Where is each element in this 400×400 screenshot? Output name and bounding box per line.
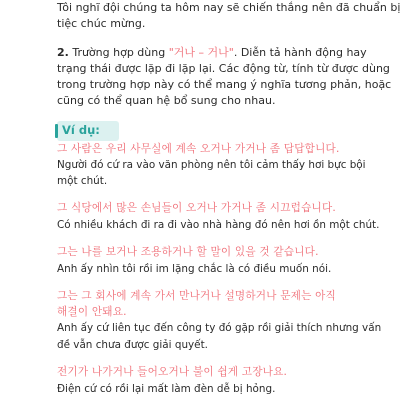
- example-5-translation-line-1: Điện cứ có rồi lại mất làm đèn dễ bị hỏng.: [57, 383, 276, 395]
- intro-line-1: Tôi nghĩ đội chúng ta hôm nay sẽ chiến thắng nên đã chuẩn bị: [57, 1, 400, 14]
- section-number: 2.: [57, 46, 69, 59]
- example-2-korean: 그 식당에서 많은 손님들이 오거나 가거나 좀 시끄럽습니다.: [57, 202, 336, 214]
- examples-label: Ví dụ:: [62, 123, 100, 137]
- example-1-translation-line-1: Người đó cứ ra vào văn phòng nên tôi cảm thấy hơi bực bội: [57, 159, 366, 171]
- section-prefix: Trường hợp dùng: [68, 46, 169, 59]
- example-1-korean: 그 사람은 우리 사무실에 계속 오거나 가거나 좀 답답합니다.: [57, 143, 340, 155]
- example-1-translation-line-2: một chút.: [57, 175, 108, 187]
- section-line-1-rest: . Diễn tả hành động hay: [233, 46, 367, 59]
- intro-line-2: tiệc chúc mừng.: [57, 17, 146, 30]
- example-2-translation-line-1: Có nhiều khách đi ra đi vào nhà hàng đó nên hơi ồn một chút.: [57, 219, 380, 231]
- badge-accent-bar: [55, 124, 58, 138]
- section-2-line-3: trong trường hợp này có thể mang ý nghĩa tương phản, hoặc: [57, 78, 392, 91]
- example-4-translation-line-2: đề vẫn chưa được giải quyết.: [57, 339, 208, 351]
- example-4-translation-line-1: Anh ấy cứ liên tục đến công ty đó gặp rồi giải thích nhưng vấn: [57, 322, 382, 334]
- example-4-korean-line-2: 해결이 안돼요.: [57, 306, 127, 318]
- examples-badge: [57, 121, 119, 141]
- example-4-korean-line-1: 그는 그 회사에 계속 가서 만나거나 설명하거나 문제는 아직: [57, 290, 336, 302]
- example-3-translation-line-1: Anh ấy nhìn tôi rồi im lặng chắc là có điều muốn nói.: [57, 263, 332, 275]
- example-5-korean: 전기가 나가거나 들어오거나 불이 쉽게 고장나요.: [57, 366, 288, 378]
- section-2-line-4: cũng có thể quan hệ bổ sung cho nhau.: [57, 94, 276, 107]
- example-3-korean: 그는 나를 보거나 조용하거나 할 말이 있을 것 같습니다.: [57, 246, 319, 258]
- grammar-pattern: "거나 – 거나": [168, 46, 234, 59]
- section-2-line-2: trạng thái được lặp đi lặp lại. Các động từ, tính từ được dùng: [57, 62, 390, 75]
- section-2-line-1: [57, 45, 387, 61]
